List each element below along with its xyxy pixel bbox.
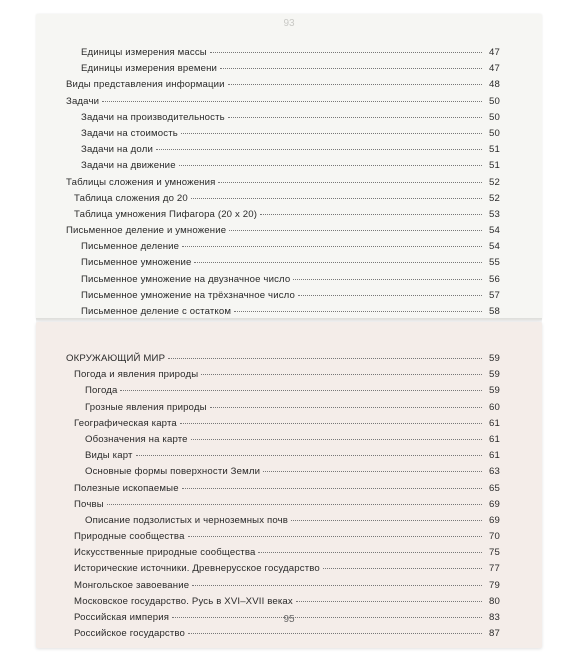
dot-leader [181,133,482,134]
toc-entry-title: Грозные явления природы [85,401,207,413]
dot-leader [234,311,482,312]
page-number: 95 [283,614,295,625]
dot-leader [210,407,482,408]
toc-entry [66,513,500,529]
dot-leader [298,295,482,296]
toc-entry-page-number: 87 [489,628,500,640]
toc-entry-title: Письменное деление с остатком [81,306,232,317]
toc-entry [66,545,500,561]
toc-entry [66,158,500,174]
toc-entry [66,239,500,255]
toc-entry [66,288,500,304]
toc-entry-title: Письменное умножение [81,257,192,269]
toc-entry-page-number: 47 [489,63,500,75]
toc-entry-page-number: 75 [489,547,500,559]
toc-entry-title: Письменное деление и умножение [66,225,227,237]
dot-leader [182,246,482,247]
toc-entry [66,45,500,61]
dot-leader [258,552,482,553]
toc-entry [66,529,500,545]
toc-entry-title: Российское государство [74,628,186,640]
toc-entry-title: Задачи [66,95,100,107]
toc-entry-title: Искусственные природные сообщества [74,547,256,559]
dot-leader [136,455,482,456]
toc-list [36,351,542,642]
toc-entry [66,367,500,383]
dot-leader [102,101,482,102]
dot-leader [107,504,482,505]
toc-entry-title: Письменное умножение на двузначное число [81,273,291,285]
toc-entry [66,481,500,497]
dot-leader [180,423,482,424]
dot-leader [260,214,482,215]
toc-entry-title: Монгольское завоевание [74,579,190,591]
dot-leader [188,633,482,634]
toc-entry-title: Таблица умножения Пифагора (20 х 20) [74,208,258,220]
toc-entry [66,497,500,513]
toc-entry-page-number: 54 [489,241,500,253]
toc-entry-page-number: 50 [489,95,500,107]
toc-entry [66,464,500,480]
page-number: 93 [283,18,295,29]
toc-entry-page-number: 56 [489,273,500,285]
toc-page-bottom [36,322,542,648]
toc-entry-page-number: 59 [489,369,500,381]
toc-entry-page-number: 50 [489,127,500,139]
dot-leader [179,165,482,166]
dot-leader [291,520,482,521]
toc-entry-title: Географическая карта [74,417,177,429]
toc-entry-page-number: 58 [489,306,500,317]
toc-entry-page-number: 51 [489,144,500,156]
toc-entry-title: Природные сообщества [74,531,185,543]
toc-entry-title: Описание подзолистых и черноземных почв [85,514,289,526]
toc-entry [66,432,500,448]
toc-entry [66,175,500,191]
toc-entry-title: Почвы [74,498,104,510]
toc-entry [66,126,500,142]
dot-leader [218,182,482,183]
toc-entry-title: Московское государство. Русь в XVI–XVII веках [74,595,293,607]
toc-entry-title: Обозначения на карте [85,433,188,445]
toc-entry [66,142,500,158]
toc-entry-page-number: 63 [489,466,500,478]
toc-entry-title: ОКРУЖАЮЩИЙ МИР [66,353,166,364]
dot-leader [182,488,482,489]
toc-entry-page-number: 52 [489,192,500,204]
toc-entry-page-number: 59 [489,353,500,364]
toc-entry [66,416,500,432]
toc-entry-page-number: 61 [489,450,500,462]
toc-entry [66,351,500,367]
dot-leader [296,601,482,602]
toc-entry [66,594,500,610]
toc-entry [66,191,500,207]
toc-entry-title: Задачи на движение [81,160,176,172]
dot-leader [156,149,482,150]
toc-entry-title: Задачи на производительность [81,111,225,123]
toc-entry-page-number: 61 [489,417,500,429]
dot-leader [188,536,482,537]
toc-entry [66,561,500,577]
toc-entry-page-number: 52 [489,176,500,188]
toc-entry-title: Российская империя [74,612,170,623]
toc-entry [66,94,500,110]
toc-entry-title: Единицы измерения массы [81,47,207,58]
toc-entry [66,626,500,642]
toc-entry-title: Таблицы сложения и умножения [66,176,216,188]
toc-entry [66,61,500,77]
toc-entry-page-number: 80 [489,595,500,607]
dot-leader [201,374,482,375]
toc-list [36,45,542,320]
toc-entry-page-number: 70 [489,531,500,543]
toc-entry-page-number: 50 [489,111,500,123]
toc-entry-title: Единицы измерения времени [81,63,218,75]
toc-entry-title: Таблица сложения до 20 [74,192,188,204]
toc-entry-page-number: 59 [489,385,500,397]
toc-entry-page-number: 60 [489,401,500,413]
toc-page-top [36,14,542,320]
dot-leader [191,439,482,440]
dot-leader [293,279,482,280]
dot-leader [120,390,482,391]
toc-entry-page-number: 57 [489,289,500,301]
toc-entry-title: Исторические источники. Древнерусское государство [74,563,320,575]
dot-leader [229,230,482,231]
toc-entry [66,383,500,399]
toc-entry-page-number: 54 [489,225,500,237]
toc-entry-page-number: 69 [489,514,500,526]
toc-entry [66,400,500,416]
toc-entry-page-number: 55 [489,257,500,269]
dot-leader [168,358,482,359]
toc-entry-title: Задачи на доли [81,144,153,156]
dot-leader [228,84,482,85]
toc-entry-title: Погода [85,385,118,397]
toc-entry-page-number: 48 [489,79,500,91]
toc-entry-page-number: 77 [489,563,500,575]
toc-entry [66,207,500,223]
toc-entry [66,77,500,93]
toc-entry-title: Задачи на стоимость [81,127,178,139]
dot-leader [263,471,482,472]
dot-leader [192,585,482,586]
dot-leader [194,262,482,263]
toc-entry-title: Письменное деление [81,241,180,253]
toc-entry-page-number: 79 [489,579,500,591]
toc-entry [66,110,500,126]
toc-entry [66,223,500,239]
dot-leader [323,568,482,569]
toc-entry-page-number: 61 [489,433,500,445]
dot-leader [228,117,482,118]
toc-entry-page-number: 69 [489,498,500,510]
toc-entry [66,448,500,464]
toc-entry-page-number: 83 [489,612,500,623]
toc-entry [66,255,500,271]
toc-entry-title: Погода и явления природы [74,369,199,381]
dot-leader [220,68,482,69]
toc-entry [66,578,500,594]
toc-entry-title: Виды представления информации [66,79,225,91]
toc-entry-page-number: 51 [489,160,500,172]
toc-entry-page-number: 65 [489,482,500,494]
toc-entry-title: Полезные ископаемые [74,482,179,494]
toc-entry-page-number: 47 [489,47,500,58]
dot-leader [191,198,482,199]
dot-leader [210,52,482,53]
toc-entry [66,272,500,288]
toc-entry-page-number: 53 [489,208,500,220]
toc-entry-title: Письменное умножение на трёхзначное число [81,289,295,301]
toc-entry-title: Виды карт [85,450,133,462]
toc-entry-title: Основные формы поверхности Земли [85,466,261,478]
